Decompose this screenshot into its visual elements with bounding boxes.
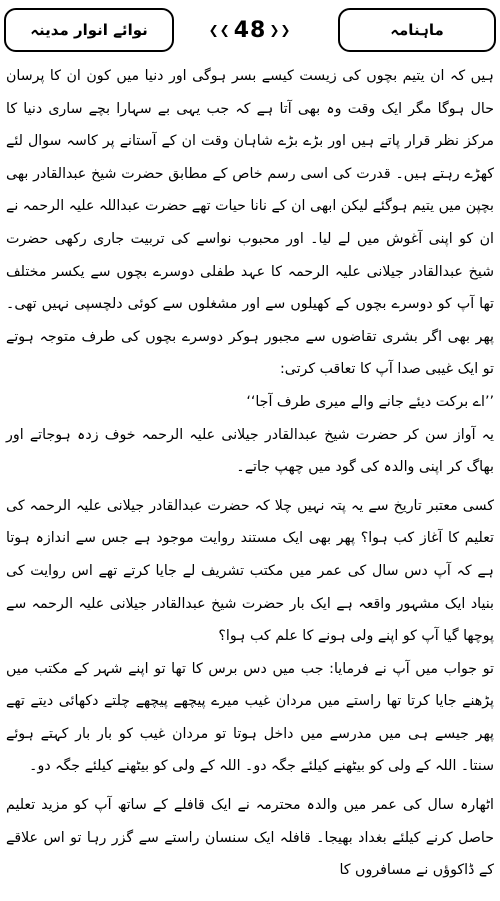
paragraph: تو جواب میں آپ نے فرمایا: جب میں دس برس کا تھا تو اپنے شہر کے مکتب میں پڑھنے جایا کرتا تھا راستے میں مردان غیب میرے پیچھے پیچھے چلتے دکھائی دیتے تھے پھر جیسے ہی میں مدرسے میں داخل ہوتا تو مردان غیب کو بار بار کہتے ہوئے سنتا۔ اللہ کے ولی کو بیٹھنے کیلئے جگہ دو۔ اللہ کے ولی کو بیٹھنے کیلئے جگہ دو۔ <box>6 660 494 775</box>
page-number: 48 <box>233 17 267 43</box>
ornament-icon: ❮❮ <box>208 23 231 37</box>
paragraph: کسی معتبر تاریخ سے یہ پتہ نہیں چلا کہ حضرت عبدالقادر جیلانی علیہ الرحمہ کی تعلیم کا آغاز کب ہوا؟ پھر بھی ایک مستند روایت موجود ہے جس سے اندازہ ہوتا ہے کہ آپ دس سال کی عمر میں مکتب تشریف لے جایا کرتے تھے اس روایت کی بنیاد ایک مشہور واقعہ ہے ایک بار حضرت شیخ عبدالقادر جیلانی علیہ الرحمہ سے پوچھا گیا آپ کو اپنے ولی ہونے کا علم کب ہوا؟ <box>6 497 494 645</box>
page-number-block <box>209 10 291 50</box>
paragraph: یہ آواز سن کر حضرت شیخ عبدالقادر جیلانی علیہ الرحمہ خوف زدہ ہوجاتے اور بھاگ کر اپنی والدہ کی گود میں چھپ جاتے۔ <box>6 426 494 476</box>
monthly-label: ماہنامہ <box>390 21 444 39</box>
paragraph: اٹھارہ سال کی عمر میں والدہ محترمہ نے ایک قافلے کے ساتھ آپ کو مزید تعلیم حاصل کرنے کیلئے بغداد بھیجا۔ قافلہ ایک سنسان راستے سے گزر رہا تو اس علاقے کے ڈاکوؤں نے مسافروں کا <box>6 797 494 879</box>
page-header <box>4 4 496 60</box>
ornament-icon: ❯❯ <box>269 23 292 37</box>
monthly-label-box <box>338 8 496 52</box>
paragraph: ہیں کہ ان یتیم بچوں کی زیست کیسے بسر ہوگی اور دنیا میں کون ان کا پرسان حال ہوگا مگر ایک وقت وہ بھی آتا ہے کہ جب یہی بے سہارا بچے ساری دنیا کا مرکز نظر قرار پاتے ہیں اور بڑے بڑے شاہان وقت ان کے آستانے پر کاسہ سوال لئے کھڑے رہتے ہیں۔ قدرت کی اسی رسم خاص کے مطابق حضرت شیخ عبدالقادر بھی بچپن میں یتیم ہوگئے لیکن ابھی ان کے نانا حیات تھے حضرت عبداللہ علیہ الرحمہ نے ان کو اپنی آغوش میں لے لیا۔ اور محبوب نواسے کی تربیت جاری رکھی حضرت شیخ عبدالقادر جیلانی علیہ الرحمہ کا عہد طفلی دوسرے بچوں سے یکسر مختلف تھا آپ کو دوسرے بچوں کے کھیلوں سے اور مشغلوں سے کوئی دلچسپی نہیں تھی۔ پھر بھی اگر بشری تقاضوں سے مجبور ہوکر دوسرے بچوں کی طرف متوجہ ہوتے تو ایک غیبی صدا آپ کا تعاقب کرتی: <box>6 68 494 378</box>
magazine-name-box <box>4 8 174 52</box>
article-body <box>6 60 494 887</box>
magazine-name: نوائے انوار مدینہ <box>30 21 148 39</box>
quote-paragraph: ’’اے برکت دیئے جانے والے میری طرف آجا‘‘ <box>246 393 494 410</box>
